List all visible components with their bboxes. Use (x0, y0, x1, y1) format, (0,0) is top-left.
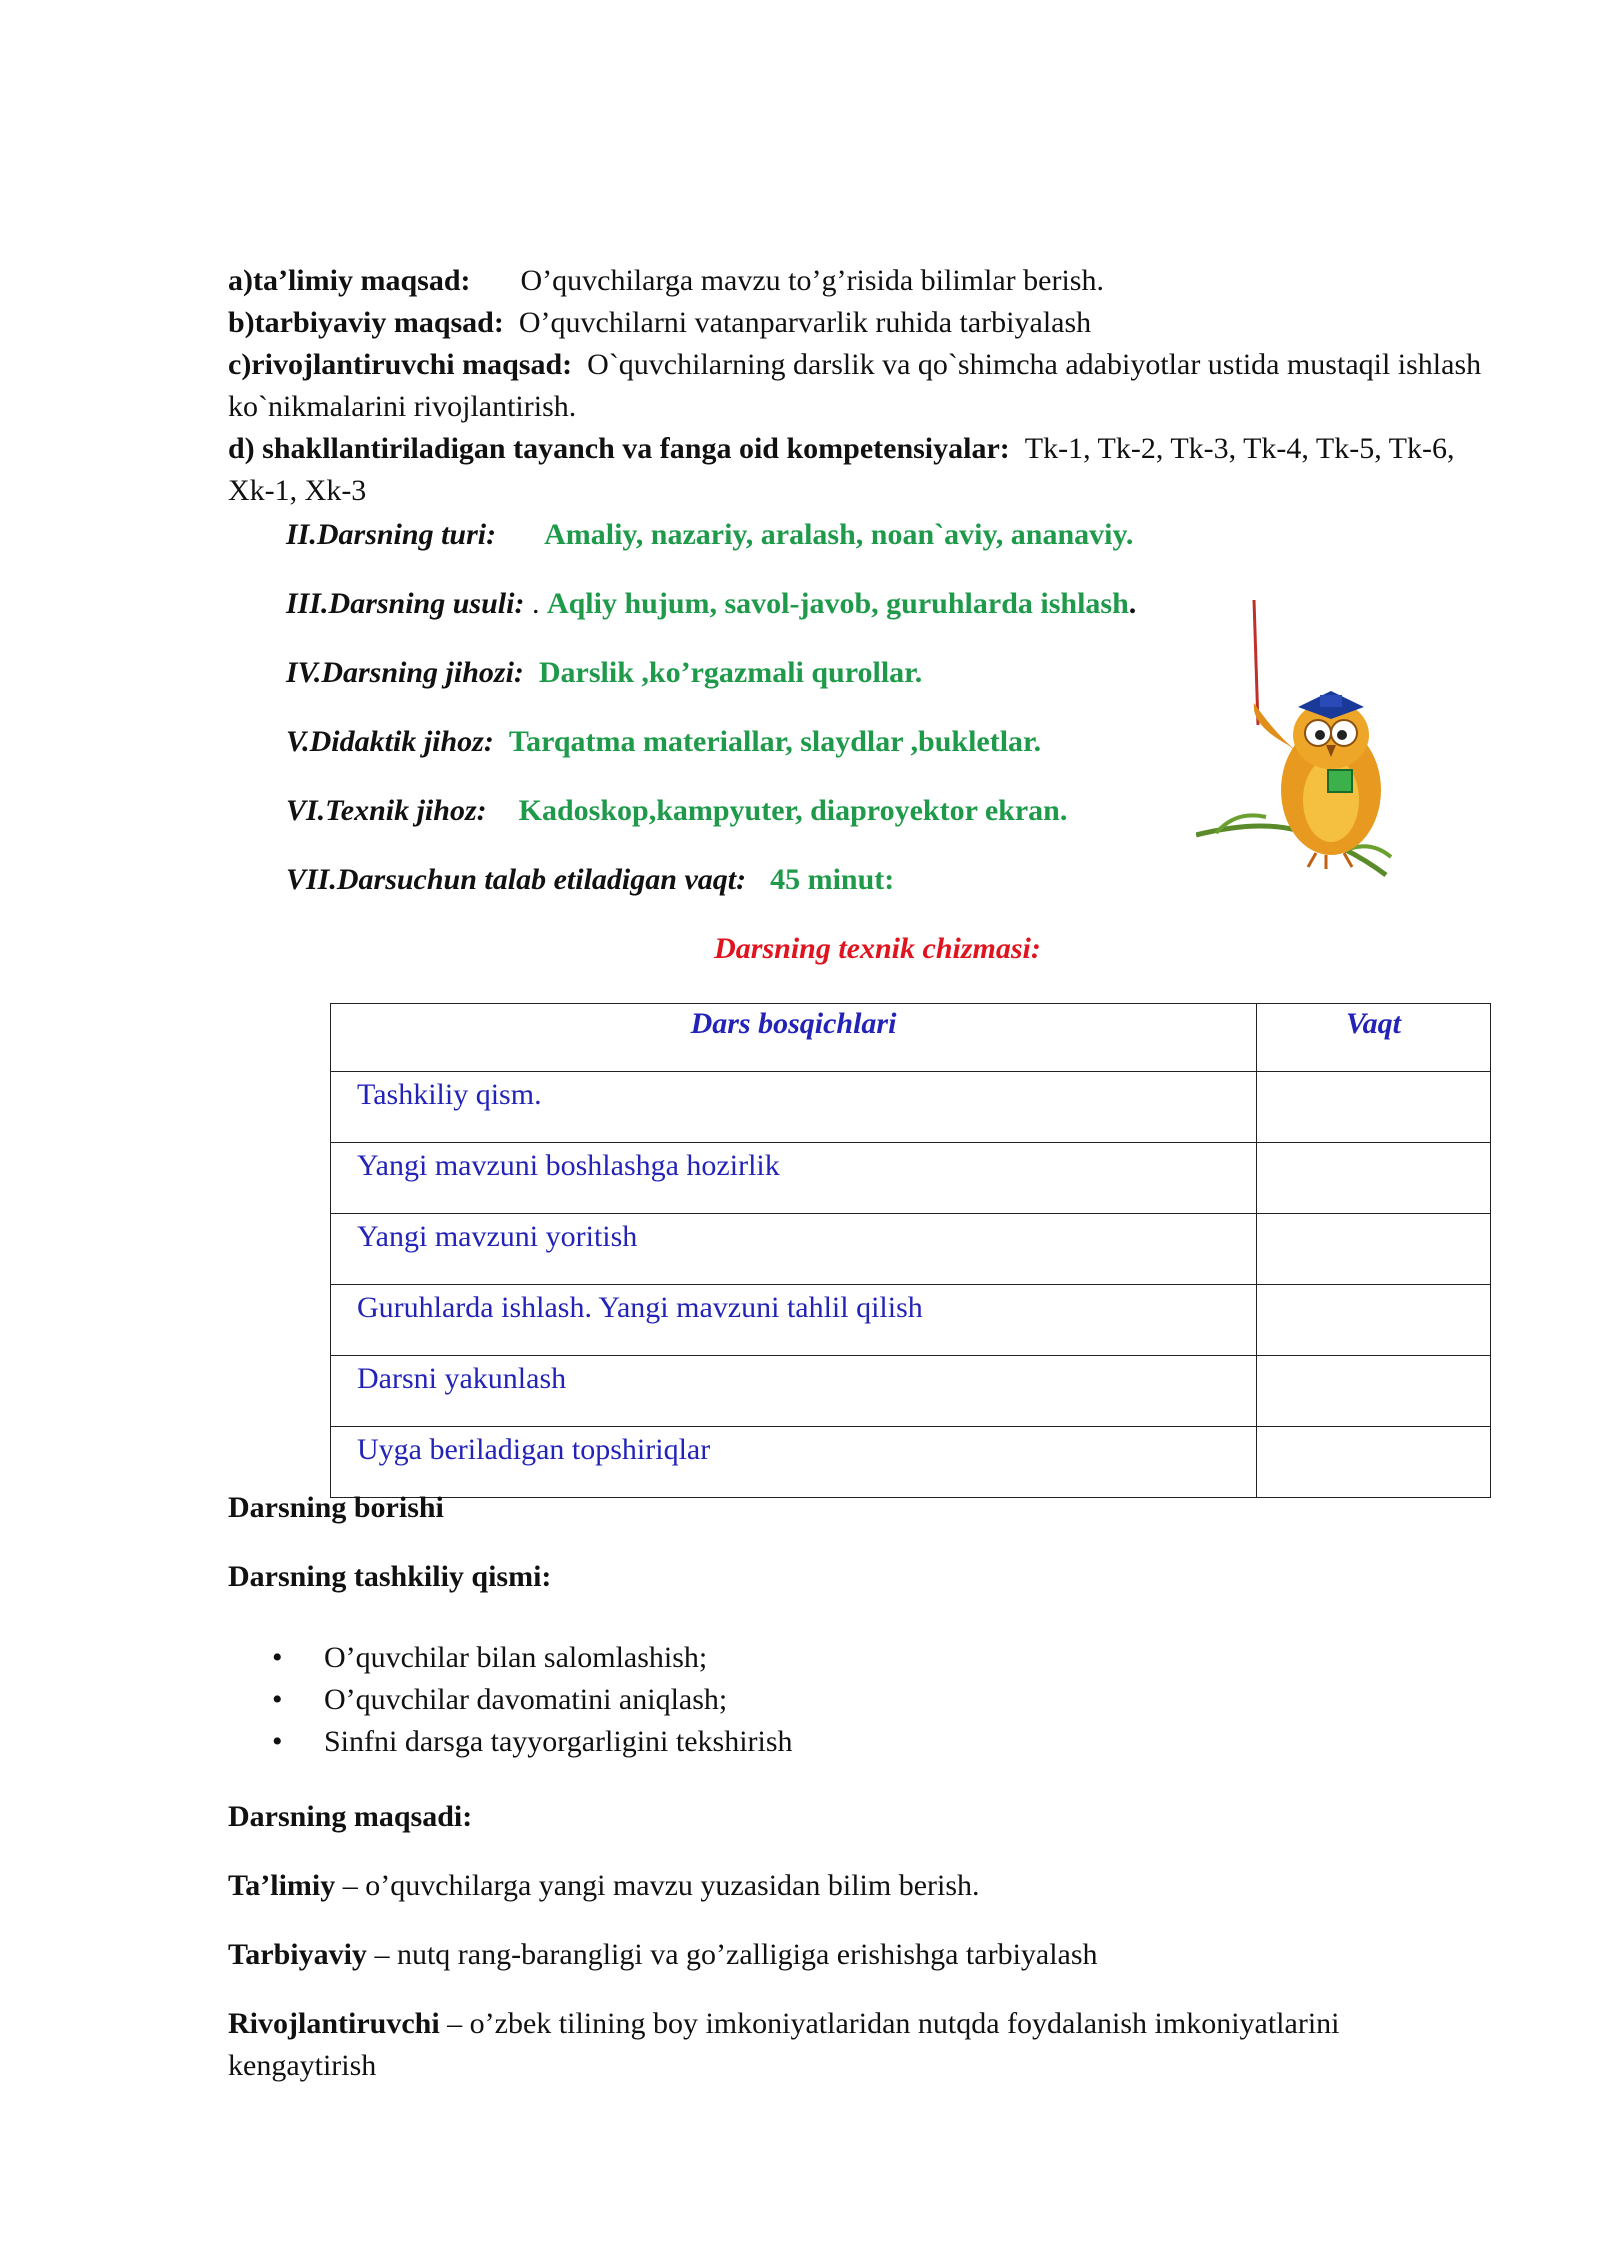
info-value: Amaliy, nazariy, aralash, noan`aviy, ananaviy. (544, 518, 1134, 551)
goal-text: Tk-1, Tk-2, Tk-3, Tk-4, Tk-5, Tk-6, Xk-1, Xk-3 (228, 432, 1455, 507)
goal-kompetensiya (228, 428, 1488, 512)
lesson-time (286, 859, 894, 901)
stage-cell: Darsni yakunlash (331, 1356, 1257, 1427)
goal-label: c)rivojlantiruvchi maqsad: (228, 348, 573, 381)
info-value: 45 minut: (770, 863, 895, 896)
goal-text: O`quvchilarning darslik va qo`shimcha adabiyotlar ustida mustaqil ishlash ko`nikmalarini rivojlantirish. (228, 348, 1482, 423)
lesson-technical (286, 790, 1067, 832)
progress-goal-tarbiyaviy (228, 1934, 1488, 1976)
header-stages: Dars bosqichlari (331, 1004, 1257, 1072)
lesson-type (286, 514, 1133, 556)
time-cell (1257, 1214, 1491, 1285)
info-label: III.Darsning usuli: (286, 587, 525, 620)
goal-rivojlantiruvchi (228, 344, 1488, 428)
goal-text: O’quvchilarga mavzu to’g’risida bilimlar berish. (520, 264, 1104, 297)
time-cell (1257, 1356, 1491, 1427)
table-title: Darsning texnik chizmasi: (714, 932, 1041, 965)
owl-teacher-icon (1196, 595, 1396, 885)
goal-text: – o’zbek tilining boy imkoniyatlaridan nutqda foydalanish imkoniyatlarini kengaytirish (228, 2007, 1340, 2082)
goal-text: O’quvchilarni vatanparvarlik ruhida tarbiyalash (518, 306, 1092, 339)
goal-heading: Darsning maqsadi: (228, 1800, 473, 1833)
table-row (331, 1427, 1491, 1498)
info-label: VII.Darsuchun talab etiladigan vaqt: (286, 863, 747, 896)
goal-text: – nutq rang-barangligi va go’zalligiga erishishga tarbiyalash (366, 1938, 1098, 1971)
info-prefix: . (524, 587, 547, 620)
lesson-equipment (286, 652, 922, 694)
goal-label: d) shakllantiriladigan tayanch va fanga oid kompetensiyalar: (228, 432, 1010, 465)
stage-cell: Guruhlarda ishlash. Yangi mavzuni tahlil qilish (331, 1285, 1257, 1356)
goal-text: – o’quvchilarga yangi mavzu yuzasidan bilim berish. (335, 1869, 980, 1902)
progress-heading: Darsning borishi (228, 1491, 444, 1524)
lesson-didactic (286, 721, 1041, 763)
list-item: • Sinfni darsga tayyorgarligini tekshirish (228, 1721, 793, 1763)
goal-label: Ta’limiy (228, 1869, 336, 1902)
table-row (331, 1356, 1491, 1427)
table-header-row (331, 1004, 1491, 1072)
time-cell (1257, 1285, 1491, 1356)
info-label: V.Didaktik jihoz: (286, 725, 494, 758)
stage-cell: Tashkiliy qism. (331, 1072, 1257, 1143)
list-item: • O’quvchilar bilan salomlashish; (228, 1637, 793, 1679)
info-label: II.Darsning turi: (286, 518, 497, 551)
time-cell (1257, 1072, 1491, 1143)
goal-talimiy (228, 260, 1488, 302)
list-item: • O’quvchilar davomatini aniqlash; (228, 1679, 793, 1721)
lesson-method (286, 583, 1136, 625)
table-row (331, 1143, 1491, 1214)
progress-goal-rivojlantiruvchi (228, 2003, 1488, 2087)
stage-cell: Yangi mavzuni boshlashga hozirlik (331, 1143, 1257, 1214)
time-cell (1257, 1427, 1491, 1498)
info-label: VI.Texnik jihoz: (286, 794, 487, 827)
info-value: Tarqatma materiallar, slaydlar ,bukletlar. (508, 725, 1042, 758)
progress-goal-talimiy (228, 1865, 1488, 1907)
table-row (331, 1072, 1491, 1143)
goal-label: b)tarbiyaviy maqsad: (228, 306, 504, 339)
stage-cell: Uyga beriladigan topshiriqlar (331, 1427, 1257, 1498)
table-row (331, 1214, 1491, 1285)
goal-label: Rivojlantiruvchi (228, 2007, 440, 2040)
table-row (331, 1285, 1491, 1356)
lesson-plan-table (330, 1003, 1491, 1498)
goal-label: Tarbiyaviy (228, 1938, 367, 1971)
info-label: IV.Darsning jihozi: (286, 656, 524, 689)
goal-label: a)ta’limiy maqsad: (228, 264, 471, 297)
info-value: Aqliy hujum, savol-javob, guruhlarda ishlash (546, 587, 1129, 620)
info-value: Darslik ,ko’rgazmali qurollar. (538, 656, 923, 689)
org-heading: Darsning tashkiliy qismi: (228, 1560, 552, 1593)
time-cell (1257, 1143, 1491, 1214)
header-time: Vaqt (1257, 1004, 1491, 1072)
info-value: Kadoskop,kampyuter, diaproyektor ekran. (518, 794, 1068, 827)
stage-cell: Yangi mavzuni yoritish (331, 1214, 1257, 1285)
org-list (228, 1637, 793, 1763)
info-suffix: . (1128, 587, 1137, 620)
goal-tarbiyaviy (228, 302, 1488, 344)
